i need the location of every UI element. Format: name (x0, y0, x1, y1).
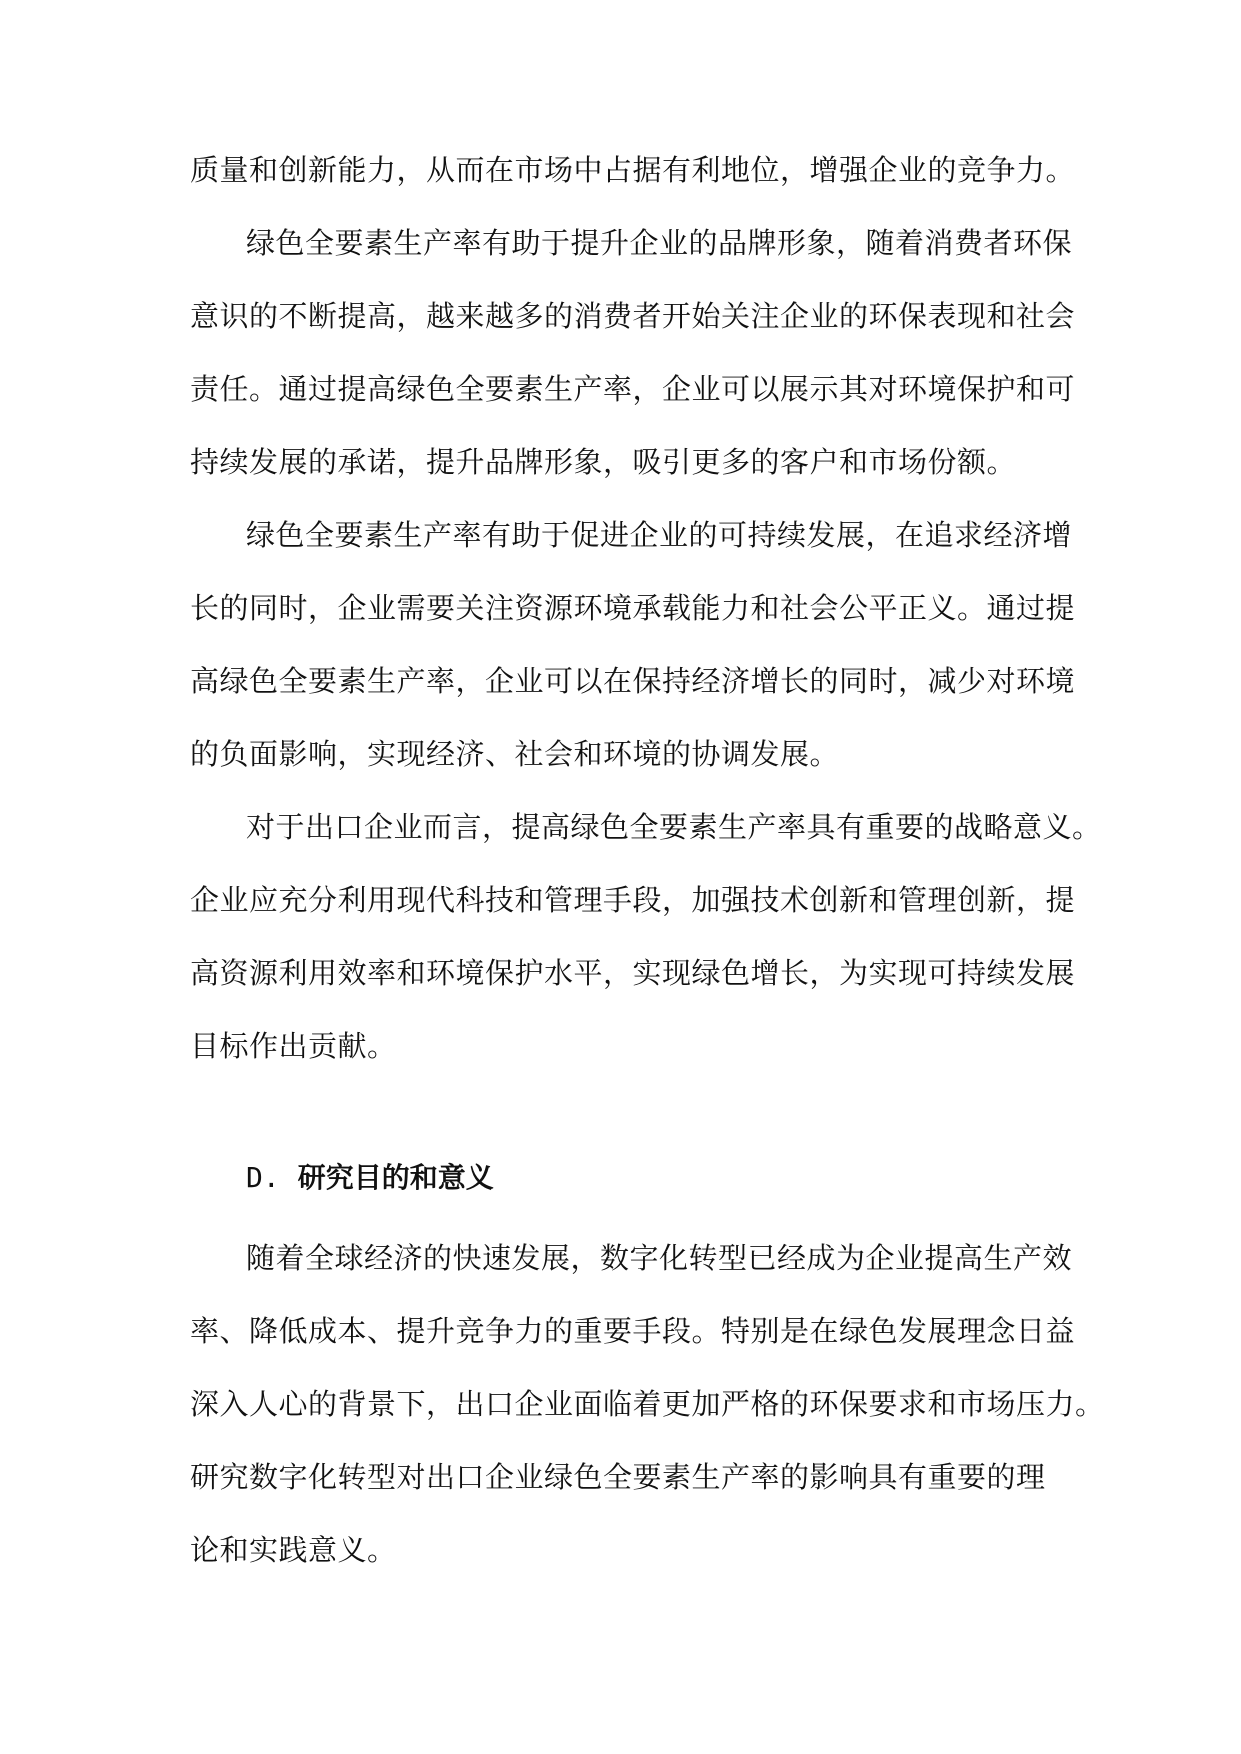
paragraph-line: 率、降低成本、提升竞争力的重要手段。特别是在绿色发展理念日益 (190, 1314, 1076, 1348)
paragraph-line: 深入人心的背景下，出口企业面临着更加严格的环保要求和市场压力。 (190, 1387, 1105, 1421)
paragraph-line: 论和实践意义。 (190, 1533, 397, 1567)
paragraph-line: 绿色全要素生产率有助于提升企业的品牌形象，随着消费者环保 (246, 226, 1073, 260)
paragraph-line: 的负面影响，实现经济、社会和环境的协调发展。 (190, 737, 840, 771)
paragraph-line: 质量和创新能力，从而在市场中占据有利地位，增强企业的竞争力。 (190, 153, 1076, 187)
section-title: 研究目的和意义 (297, 1161, 494, 1194)
paragraph-line: 对于出口企业而言，提高绿色全要素生产率具有重要的战略意义。 (246, 810, 1102, 844)
paragraph-line: 目标作出贡献。 (190, 1029, 397, 1063)
paragraph-line: 研究数字化转型对出口企业绿色全要素生产率的影响具有重要的理 (190, 1460, 1046, 1494)
paragraph-line: 绿色全要素生产率有助于促进企业的可持续发展，在追求经济增 (246, 518, 1073, 552)
paragraph-line: 高资源利用效率和环境保护水平，实现绿色增长，为实现可持续发展 (190, 956, 1076, 990)
paragraph-line: 意识的不断提高，越来越多的消费者开始关注企业的环保表现和社会 (190, 299, 1076, 333)
section-label: D. (246, 1161, 280, 1194)
paragraph-line: 高绿色全要素生产率，企业可以在保持经济增长的同时，减少对环境 (190, 664, 1076, 698)
paragraph-line: 责任。通过提高绿色全要素生产率，企业可以展示其对环境保护和可 (190, 372, 1076, 406)
paragraph-line: 长的同时，企业需要关注资源环境承载能力和社会公平正义。通过提 (190, 591, 1076, 625)
paragraph-line: 持续发展的承诺，提升品牌形象，吸引更多的客户和市场份额。 (190, 445, 1017, 479)
section-heading (246, 1160, 494, 1196)
paragraph-line: 随着全球经济的快速发展，数字化转型已经成为企业提高生产效 (246, 1241, 1073, 1275)
paragraph-line: 企业应充分利用现代科技和管理手段，加强技术创新和管理创新，提 (190, 883, 1076, 917)
